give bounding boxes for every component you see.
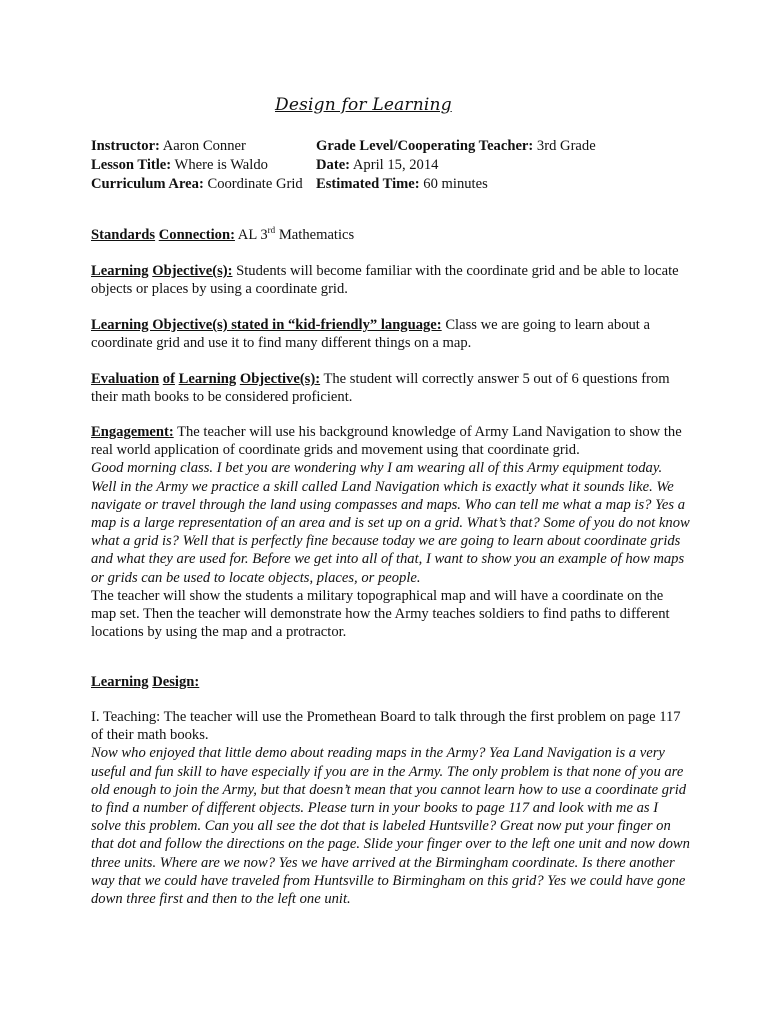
teaching-text: I. Teaching: The teacher will use the Promethean Board to talk through the first problem on page 117 of their math books. (91, 709, 681, 744)
evaluation-text: The student will correctly answer 5 out of 6 questions from their math books to be considered proficient. (91, 371, 670, 406)
grade-value: 3rd Grade (536, 138, 596, 154)
engagement-label: Engagement: (91, 424, 174, 440)
curriculum-label: Curriculum Area: (91, 176, 204, 192)
time-value: 60 minutes (423, 176, 488, 192)
objectives-label-b: Objective(s): (152, 263, 233, 279)
engagement-section (91, 423, 691, 641)
engagement-intro (91, 423, 691, 459)
header-row-1 (91, 137, 711, 156)
kid-friendly-text: Class we are going to learn about a coordinate grid and use it to find many different things on a map. (91, 317, 650, 352)
engagement-script: Good morning class. I bet you are wondering why I am wearing all of this Army equipment today. Well in the Army we practice a skill called Land Navigation which is exactly what it sounds like. We navigate or travel through the land using compasses and maps. Who can tell me what a map is? Yes a map is a large representation of an area and is set up on a grid. What’s that? Some of you do not know what a grid is? Well that is perfectly fine because today we are going to learn about coordinate grids and what they are used for. Before we get into all of that, I want to show you an example of how maps or grids can be used to locate objects, places, or people. (91, 460, 690, 586)
curriculum-field (91, 175, 316, 194)
objectives-text: Students will become familiar with the coordinate grid and be able to locate objects or places by using a coordinate grid. (91, 263, 679, 298)
design-label-a: Learning (91, 674, 149, 690)
engagement-text: The teacher will use his background knowledge of Army Land Navigation to show the real world application of coordinate grids and movement using that coordinate grid. (91, 424, 682, 459)
standards-value-sup: rd (267, 225, 276, 236)
teaching-section (91, 708, 691, 908)
curriculum-value: Coordinate Grid (207, 176, 303, 192)
evaluation-label-c: Learning (178, 371, 237, 387)
lesson-header (91, 137, 711, 194)
standards-value-post: Mathematics (278, 227, 355, 243)
header-row-3 (91, 175, 711, 194)
teaching-script: Now who enjoyed that little demo about reading maps in the Army? Yea Land Navigation is a very useful and fun skill to have especially if you are in the Army. The only problem is that none of you are old enough to join the Army, but that doesn’t mean that you cannot learn how to use a coordinate grid to find a number of different objects. Please turn in your books to page 117 and look with me as I solve this problem. Can you all see the dot that is labeled Huntsville? Great now put your finger on that dot and follow the directions on the page. Slide your finger over to the left one unit and now down three units. Where are we now? Yes we have arrived at the Birmingham coordinate. Is there another way that we could have traveled from Huntsville to Birmingham on this grid? Yes we could have gone down three first and then to the left one unit. (91, 745, 690, 908)
kid-friendly-label: Learning Objective(s) stated in “kid-friendly” language: (91, 317, 442, 333)
date-value: April 15, 2014 (352, 157, 439, 173)
kid-friendly-section (91, 316, 691, 352)
instructor-value: Aaron Conner (162, 138, 246, 154)
standards-label-a: Standards (91, 227, 156, 243)
evaluation-label-a: Evaluation (91, 371, 160, 387)
lesson-label: Lesson Title: (91, 157, 172, 173)
engagement-followup: The teacher will show the students a military topographical map and will have a coordinate on the map set. Then the teacher will demonstrate how the Army teaches soldiers to find paths to different locations by using the map and a protractor. (91, 587, 670, 641)
grade-label: Grade Level/Cooperating Teacher: (316, 138, 534, 154)
instructor-label: Instructor: (91, 138, 160, 154)
standards-value-pre: AL 3 (237, 227, 268, 243)
lesson-value: Where is Waldo (174, 157, 268, 173)
document-title: Design for Learning (275, 95, 452, 115)
date-label: Date: (316, 157, 351, 173)
time-field (316, 175, 488, 194)
design-label-b: Design: (152, 674, 200, 690)
time-label: Estimated Time: (316, 176, 420, 192)
objectives-label-a: Learning (91, 263, 149, 279)
standards-section (91, 226, 691, 244)
objectives-section (91, 262, 691, 298)
lesson-field (91, 156, 316, 175)
standards-label-b: Connection: (158, 227, 235, 243)
design-section (91, 673, 691, 691)
evaluation-section (91, 370, 691, 406)
evaluation-label-d: Objective(s): (239, 371, 321, 387)
grade-field (316, 137, 596, 156)
header-row-2 (91, 156, 711, 175)
instructor-field (91, 137, 316, 156)
date-field (316, 156, 438, 175)
evaluation-label-b: of (162, 371, 175, 387)
